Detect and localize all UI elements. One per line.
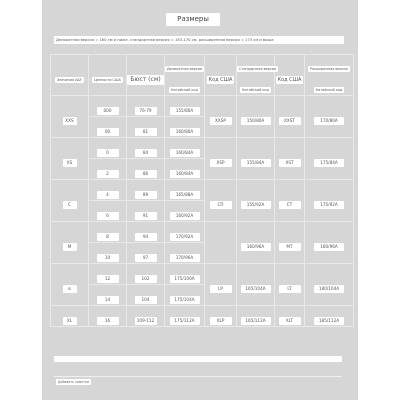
bust-value: 91 [135, 212, 157, 220]
us-code-value: XXSP [210, 117, 232, 125]
petite-value: 170/96A [170, 254, 200, 262]
us-cell [89, 285, 127, 306]
us-cell [89, 117, 127, 138]
header-us-code-2: Код США [277, 76, 302, 83]
bust-cell [127, 201, 165, 222]
us-code-2-value: MT [279, 243, 301, 251]
footer-divider [54, 376, 342, 377]
af-value: XXS [63, 117, 77, 125]
petite-cell [165, 180, 205, 201]
regular-cell [237, 264, 275, 306]
tall-value: 185/112A [314, 317, 344, 325]
us-code-cell [205, 138, 237, 180]
bust-value: 109-112 [135, 317, 157, 325]
us-cell [89, 180, 127, 201]
us-value: 00 [97, 128, 119, 136]
table-row [51, 180, 354, 201]
tall-value: 180/104A [314, 285, 344, 293]
af-value: в [63, 285, 77, 293]
tall-cell [305, 96, 354, 138]
petite-value: 175/104A [170, 296, 200, 304]
petite-cell [165, 222, 205, 243]
header-bust-cell [127, 55, 165, 96]
us-code-value: XSP [210, 159, 232, 167]
tall-cell [305, 264, 354, 306]
us-value: 2 [97, 170, 119, 178]
bust-value: 76-79 [135, 107, 157, 115]
af-cell [51, 306, 89, 327]
af-cell [51, 264, 89, 306]
petite-cell [165, 243, 205, 264]
page-title: Размеры [166, 13, 220, 26]
petite-value: 160/92A [170, 212, 200, 220]
tall-cell [305, 222, 354, 264]
bust-cell [127, 222, 165, 243]
us-cell [89, 264, 127, 285]
us-value: 4 [97, 191, 119, 199]
us-code-2-cell [275, 138, 305, 180]
af-cell [51, 138, 89, 180]
tall-cell [305, 306, 354, 327]
table-row [51, 222, 354, 243]
section-regular-label: Стандартная версия [239, 67, 276, 71]
us-value: 000 [97, 107, 119, 115]
petite-value: 175/100A [170, 275, 200, 283]
us-code-2-cell [275, 264, 305, 306]
header-bust: Бюст (см) [127, 75, 163, 85]
us-code-cell [205, 264, 237, 306]
af-value: XS [63, 159, 77, 167]
tall-cell [305, 180, 354, 222]
us-value: 12 [97, 275, 119, 283]
us-cell [89, 243, 127, 264]
petite-value: 165/88A [170, 191, 200, 199]
blank-strip [54, 356, 342, 362]
us-code-value: СП [210, 201, 232, 209]
regular-value: 155/92A [241, 201, 271, 209]
bust-value: 104 [135, 296, 157, 304]
bust-value: 89 [135, 191, 157, 199]
petite-cell [165, 117, 205, 138]
version-note: Деликатная версия = 160 см и ниже, стандартная версия = 163-170 см, расширенная версия = 173 см и выше [54, 36, 344, 44]
petite-value: 160/84A [170, 170, 200, 178]
bust-cell [127, 117, 165, 138]
regular-value: 155/84A [241, 159, 271, 167]
regular-value: 165/104A [241, 285, 271, 293]
bust-cell [127, 243, 165, 264]
us-cell [89, 159, 127, 180]
af-cell [51, 96, 89, 138]
petite-value: 155/80A [170, 107, 200, 115]
table-row [51, 138, 354, 159]
us-code-2-value: XST [279, 159, 301, 167]
bust-value: 86 [135, 170, 157, 178]
tall-value: 175/92A [314, 201, 344, 209]
bust-cell [127, 180, 165, 201]
bust-value: 94 [135, 233, 157, 241]
regular-cell [237, 222, 275, 264]
tall-value: 170/80A [314, 117, 344, 125]
us-cell [89, 201, 127, 222]
bust-value: 81 [135, 128, 157, 136]
bust-cell [127, 138, 165, 159]
section-petite-label: Деликатная версия [167, 67, 202, 71]
header-regular-chinese: Китайский код [242, 88, 269, 92]
petite-cell [165, 138, 205, 159]
bust-cell [127, 264, 165, 285]
us-code-2-value: XLT [279, 317, 301, 325]
table-row [51, 306, 354, 327]
us-code-cell [205, 306, 237, 327]
us-cell [89, 138, 127, 159]
us-code-2-value: XXST [279, 117, 301, 125]
petite-cell [165, 159, 205, 180]
us-code-value: LP [210, 285, 232, 293]
bust-cell [127, 96, 165, 117]
petite-cell [165, 306, 205, 327]
us-value: 6 [97, 212, 119, 220]
us-code-cell [205, 96, 237, 138]
size-table [50, 54, 354, 327]
af-value: С [63, 201, 77, 209]
regular-cell [237, 96, 275, 138]
us-code-2-value: СТ [279, 201, 301, 209]
header-af-value: Значения A&F [56, 77, 82, 82]
bust-value: 102 [135, 275, 157, 283]
us-code-2-cell [275, 96, 305, 138]
regular-cell [237, 306, 275, 327]
regular-cell [237, 180, 275, 222]
us-code-2-cell [275, 180, 305, 222]
us-value: 8 [97, 233, 119, 241]
us-code-2-value: LT [279, 285, 301, 293]
af-cell [51, 180, 89, 222]
petite-cell [165, 96, 205, 117]
af-value: M [63, 243, 77, 251]
us-code-cell [205, 180, 237, 222]
header-petite-cell [165, 55, 205, 96]
section-tall-label: Расширенная версия [310, 67, 348, 71]
bust-value: 97 [135, 254, 157, 262]
regular-cell [237, 138, 275, 180]
tall-value: 175/84A [314, 159, 344, 167]
tall-value: 180/96A [314, 243, 344, 251]
us-value: 14 [97, 296, 119, 304]
petite-cell [165, 264, 205, 285]
petite-value: 160/84A [170, 149, 200, 157]
header-tall-cell [305, 55, 354, 96]
af-value: XL [63, 317, 77, 325]
petite-cell [165, 285, 205, 306]
regular-value: 150/80A [241, 117, 271, 125]
petite-value: 170/92A [170, 233, 200, 241]
header-petite-chinese: Китайский код [171, 88, 198, 92]
us-value: 0 [97, 149, 119, 157]
tall-cell [305, 138, 354, 180]
us-value: 16 [97, 317, 119, 325]
us-cell [89, 222, 127, 243]
regular-value: 165/112A [241, 317, 271, 325]
table-row [51, 264, 354, 285]
us-code-cell [205, 222, 237, 264]
af-cell [51, 222, 89, 264]
bust-cell [127, 159, 165, 180]
petite-cell [165, 201, 205, 222]
regular-value: 160/96A [241, 243, 271, 251]
petite-value: 175/112A [170, 317, 200, 325]
petite-value: 160/80A [170, 128, 200, 136]
us-value: 10 [97, 254, 119, 262]
us-code-value: XLP [210, 317, 232, 325]
us-cell [89, 306, 127, 327]
header-tall-chinese: Китайский код [315, 88, 343, 92]
header-us-code-cell [205, 55, 237, 96]
bust-cell [127, 285, 165, 306]
header-us-value: Ценности США [94, 77, 121, 82]
table-row [51, 96, 354, 117]
bust-value: 84 [135, 149, 157, 157]
bust-cell [127, 306, 165, 327]
header-row [51, 55, 354, 96]
header-us-code: Код США [208, 76, 233, 83]
footnote: Добавить заметки [58, 380, 89, 384]
header-us-cell [89, 55, 127, 96]
header-af-cell [51, 55, 89, 96]
us-cell [89, 96, 127, 117]
us-code-2-cell [275, 306, 305, 327]
us-code-2-cell [275, 222, 305, 264]
header-us-code-2-cell [275, 55, 305, 96]
header-regular-cell [237, 55, 275, 96]
